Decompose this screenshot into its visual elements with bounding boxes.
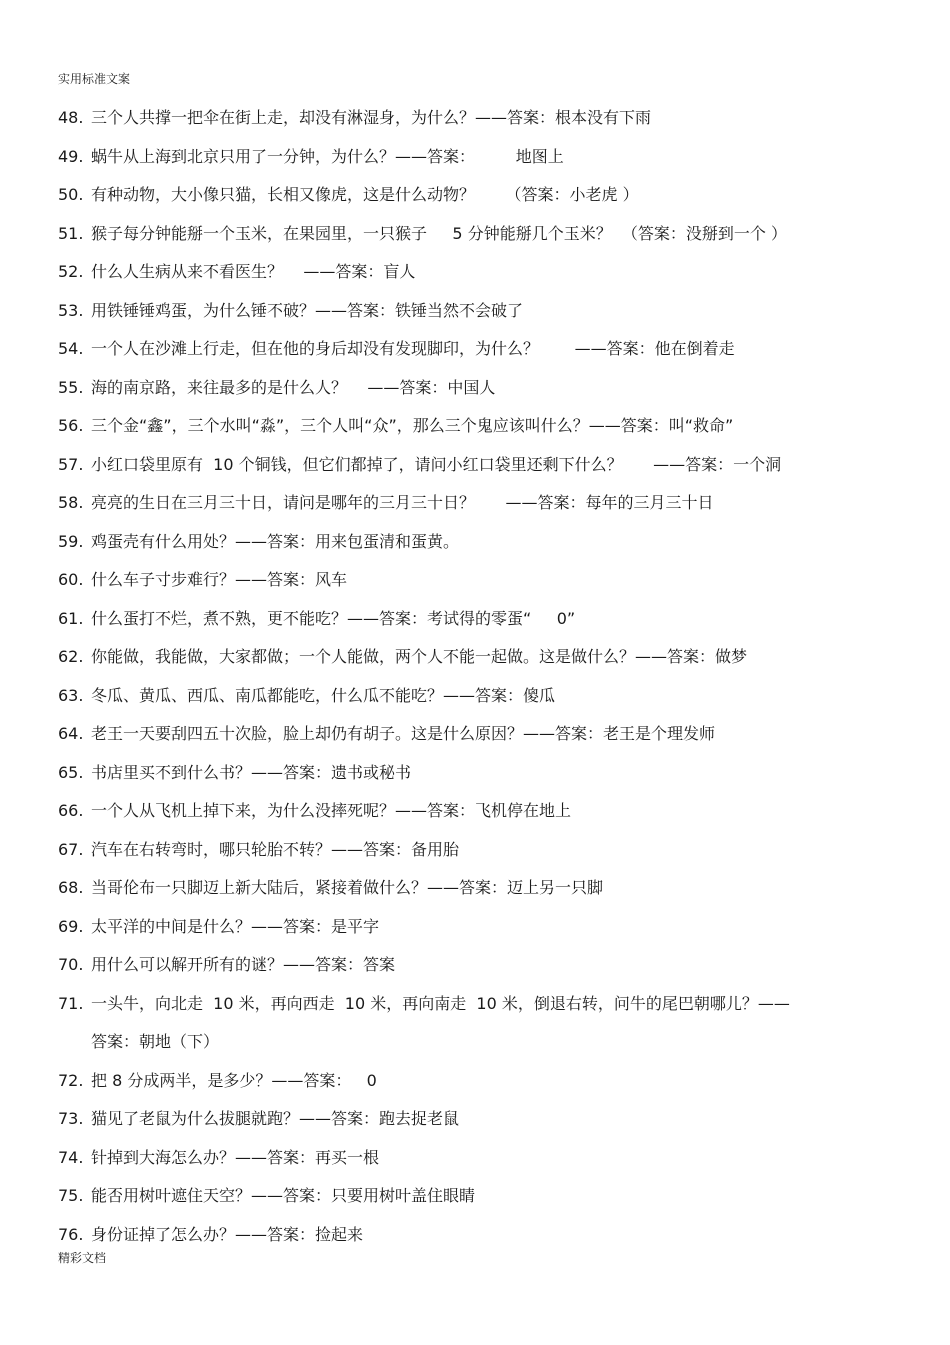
item-text: 猴子每分钟能掰一个玉米，在果园里，一只猴子 5 分钟能掰几个玉米？ （答案：没掰到一个 ） (91, 223, 787, 243)
item-text: 能否用树叶遮住天空？——答案：只要用树叶盖住眼睛 (91, 1186, 476, 1205)
item-number: 69. (58, 916, 84, 936)
item-number: 54. (58, 339, 84, 358)
item-number: 48. (58, 108, 84, 127)
item-text: 汽车在右转弯时，哪只轮胎不转？——答案：备用胎 (91, 839, 460, 859)
item-text: 什么蛋打不烂，煮不熟，更不能吃？——答案：考试得的零蛋“ 0” (91, 608, 576, 628)
item-text: 鸡蛋壳有什么用处？——答案：用来包蛋清和蛋黄。 (91, 531, 460, 551)
item-number: 76. (58, 1224, 84, 1244)
item-number: 61. (58, 608, 84, 628)
list-item (58, 991, 888, 1051)
list-item (58, 721, 888, 747)
list-item (58, 760, 888, 786)
list-item (58, 144, 888, 170)
item-number: 73. (58, 1109, 84, 1128)
list-item (58, 182, 888, 208)
item-number: 62. (58, 647, 84, 666)
item-text: 一头牛，向北走 10 米，再向西走 10 米，再向南走 10 米，倒退右转，问牛的尾巴朝哪儿？—— (91, 993, 790, 1013)
item-number: 57. (58, 454, 84, 474)
item-number: 50. (58, 185, 84, 204)
list-item (58, 413, 888, 439)
list-item (58, 1183, 888, 1209)
list-item (58, 259, 888, 285)
list-item (58, 952, 888, 978)
list-item (58, 914, 888, 940)
item-number: 70. (58, 955, 84, 974)
item-text: 亮亮的生日在三月三十日，请问是哪年的三月三十日？ ——答案：每年的三月三十日 (91, 493, 714, 512)
item-text: 你能做，我能做，大家都做；一个人能做，两个人不能一起做。这是做什么？——答案：做梦 (91, 647, 748, 666)
list-item (58, 837, 888, 863)
item-number: 64. (58, 724, 84, 743)
list-item (58, 567, 888, 593)
item-text: 用铁锤锤鸡蛋，为什么锤不破？——答案：铁锤当然不会破了 (91, 300, 524, 320)
list-item (58, 1068, 888, 1094)
item-number: 63. (58, 685, 84, 705)
list-item (58, 798, 888, 824)
list-item (58, 1222, 888, 1248)
item-text: 三个人共撑一把伞在街上走，却没有淋湿身，为什么？——答案：根本没有下雨 (91, 108, 652, 127)
list-item (58, 875, 888, 901)
item-number: 66. (58, 801, 84, 820)
list-item (58, 1145, 888, 1171)
item-text: 身份证掉了怎么办？——答案：捡起来 (91, 1224, 364, 1244)
item-text: 什么车子寸步难行？——答案：风车 (91, 570, 348, 589)
item-text: 有种动物，大小像只猫，长相又像虎，这是什么动物？ （答案：小老虎 ） (91, 185, 639, 204)
item-text: 什么人生病从来不看医生？ ——答案：盲人 (91, 262, 416, 281)
item-number: 71. (58, 993, 84, 1013)
item-text: 书店里买不到什么书？——答案：遗书或秘书 (91, 762, 412, 782)
item-text: 用什么可以解开所有的谜？——答案：答案 (91, 955, 396, 974)
list-item (58, 529, 888, 555)
item-text: 蜗牛从上海到北京只用了一分钟，为什么？——答案： 地图上 (91, 146, 564, 166)
list-item (58, 683, 888, 709)
item-number: 67. (58, 839, 84, 859)
list-item (58, 644, 888, 670)
item-number: 68. (58, 878, 84, 897)
item-text: 猫见了老鼠为什么拔腿就跑？——答案：跑去捉老鼠 (91, 1109, 460, 1128)
list-item (58, 1106, 888, 1132)
list-item (58, 490, 888, 516)
item-text-continuation: 答案：朝地（下） (91, 1032, 220, 1051)
list-item (58, 375, 888, 401)
item-text: 针掉到大海怎么办？——答案：再买一根 (91, 1147, 380, 1167)
item-number: 56. (58, 416, 84, 435)
item-number: 74. (58, 1147, 84, 1167)
item-number: 55. (58, 377, 84, 397)
list-item (58, 105, 888, 131)
item-text: 把 8 分成两半，是多少？——答案： 0 (91, 1070, 377, 1090)
item-text: 太平洋的中间是什么？——答案：是平字 (91, 916, 380, 936)
list-item (58, 452, 888, 478)
item-number: 60. (58, 570, 84, 589)
item-number: 75. (58, 1186, 84, 1205)
page-footer: 精彩文档 (58, 1251, 107, 1265)
list-item (58, 336, 888, 362)
item-text: 一个人在沙滩上行走，但在他的身后却没有发现脚印，为什么？ ——答案：他在倒着走 (91, 339, 735, 358)
item-text: 当哥伦布一只脚迈上新大陆后，紧接着做什么？——答案：迈上另一只脚 (91, 878, 604, 897)
list-item (58, 221, 888, 247)
item-text: 三个金“鑫”，三个水叫“淼”，三个人叫“众”，那么三个鬼应该叫什么？——答案：叫“救命” (91, 416, 734, 435)
item-text: 小红口袋里原有 10 个铜钱，但它们都掉了，请问小红口袋里还剩下什么？ ——答案：一个洞 (91, 454, 782, 474)
item-number: 72. (58, 1070, 84, 1090)
list-item (58, 606, 888, 632)
item-number: 52. (58, 262, 84, 281)
item-number: 51. (58, 223, 84, 243)
item-text: 老王一天要刮四五十次脸，脸上却仍有胡子。这是什么原因？——答案：老王是个理发师 (91, 724, 716, 743)
item-text: 一个人从飞机上掉下来，为什么没摔死呢？——答案：飞机停在地上 (91, 801, 572, 820)
item-text: 海的南京路，来往最多的是什么人？ ——答案：中国人 (91, 377, 496, 397)
item-number: 58. (58, 493, 84, 512)
page-header: 实用标准文案 (58, 72, 131, 86)
item-number: 49. (58, 146, 84, 166)
list-item (58, 298, 888, 324)
item-number: 65. (58, 762, 84, 782)
item-number: 59. (58, 531, 84, 551)
item-number: 53. (58, 300, 84, 320)
item-text: 冬瓜、黄瓜、西瓜、南瓜都能吃，什么瓜不能吃？——答案：傻瓜 (91, 685, 556, 705)
